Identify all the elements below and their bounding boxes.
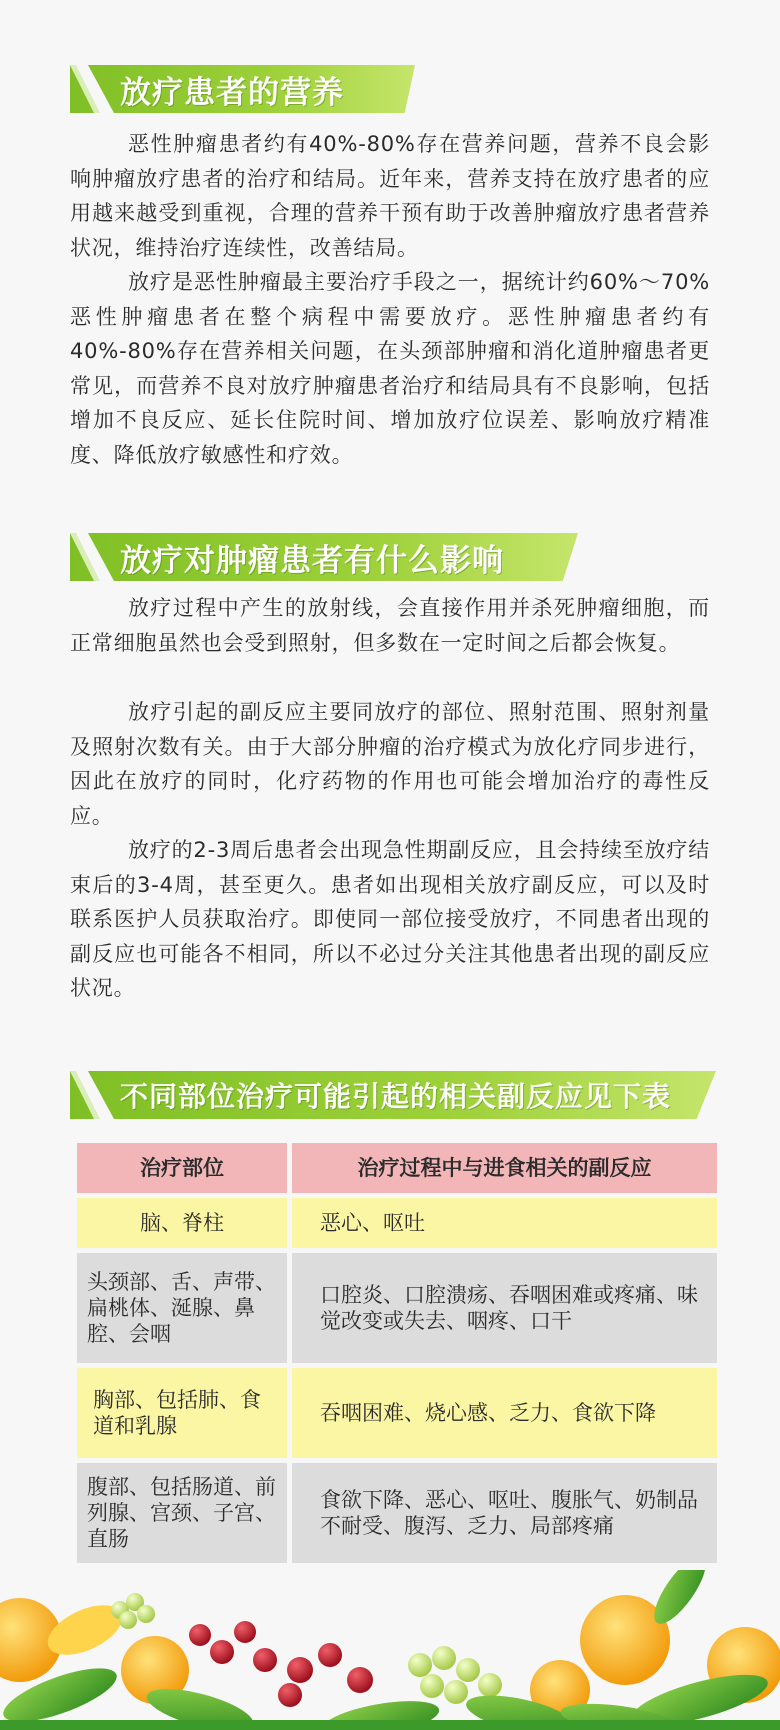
- table-cell-effects: 吞咽困难、烧心感、乏力、食欲下降: [292, 1368, 717, 1458]
- table-cell-area: 脑、脊柱: [77, 1198, 287, 1248]
- table-cell-area: 头颈部、舌、声带、扁桃体、涎腺、鼻腔、会咽: [77, 1253, 287, 1363]
- table-row: [77, 1368, 717, 1458]
- section-title: 放疗对肿瘤患者有什么影响: [120, 542, 504, 579]
- section-banner-table: [70, 1071, 716, 1119]
- table-cell-area: 胸部、包括肺、食道和乳腺: [77, 1368, 287, 1458]
- table-header-row: [77, 1143, 717, 1193]
- table-header-area: 治疗部位: [77, 1143, 287, 1193]
- fruit-illustration-icon: [0, 1570, 780, 1730]
- paragraph: 放疗引起的副反应主要同放疗的部位、照射范围、照射剂量及照射次数有关。由于大部分肿瘤的治疗模式为放化疗同步进行，因此在放疗的同时，化疗药物的作用也可能会增加治疗的毒性反应。: [70, 700, 710, 828]
- table-cell-effects: 恶心、呕吐: [292, 1198, 717, 1248]
- paragraph: 放疗是恶性肿瘤最主要治疗手段之一，据统计约60%～70%恶性肿瘤患者在整个病程中需要放疗。恶性肿瘤患者约有40%-80%存在营养相关问题，在头颈部肿瘤和消化道肿瘤患者更常见，而营养不良对放疗肿瘤患者治疗和结局具有不良影响，包括增加不良反应、延长住院时间、增加放疗位误差、影响放疗精准度、降低放疗敏感性和疗效。: [70, 270, 710, 467]
- section-banner-nutrition: [70, 65, 415, 113]
- paragraph: 恶性肿瘤患者约有40%-80%存在营养问题，营养不良会影响肿瘤放疗患者的治疗和结局。近年来，营养支持在放疗患者的应用越来越受到重视，合理的营养干预有助于改善肿瘤放疗患者营养状况，维持治疗连续性，改善结局。: [70, 132, 710, 260]
- section-title: 不同部位治疗可能引起的相关副反应见下表: [120, 1080, 672, 1113]
- table-row: [77, 1463, 717, 1563]
- section-banner-effects: [70, 533, 578, 581]
- table-cell-effects: 食欲下降、恶心、呕吐、腹胀气、奶制品不耐受、腹泻、乏力、局部疼痛: [292, 1463, 717, 1563]
- paragraph: 放疗的2-3周后患者会出现急性期副反应，且会持续至放疗结束后的3-4周，甚至更久。患者如出现相关放疗副反应，可以及时联系医护人员获取治疗。即使同一部位接受放疗，不同患者出现的副反应也可能各不相同，所以不必过分关注其他患者出现的副反应状况。: [70, 838, 710, 1000]
- side-effects-table: [72, 1138, 722, 1568]
- table-row: [77, 1198, 717, 1248]
- table-header-effects: 治疗过程中与进食相关的副反应: [292, 1143, 717, 1193]
- section-title: 放疗患者的营养: [120, 74, 344, 111]
- fruit-decoration: [0, 1570, 780, 1730]
- table-cell-effects: 口腔炎、口腔溃疡、吞咽困难或疼痛、味觉改变或失去、咽疼、口干: [292, 1253, 717, 1363]
- table-cell-area: 腹部、包括肠道、前列腺、宫颈、子宫、直肠: [77, 1463, 287, 1563]
- table-row: [77, 1253, 717, 1363]
- paragraph: 放疗过程中产生的放射线，会直接作用并杀死肿瘤细胞，而正常细胞虽然也会受到照射，但多数在一定时间之后都会恢复。: [70, 596, 710, 655]
